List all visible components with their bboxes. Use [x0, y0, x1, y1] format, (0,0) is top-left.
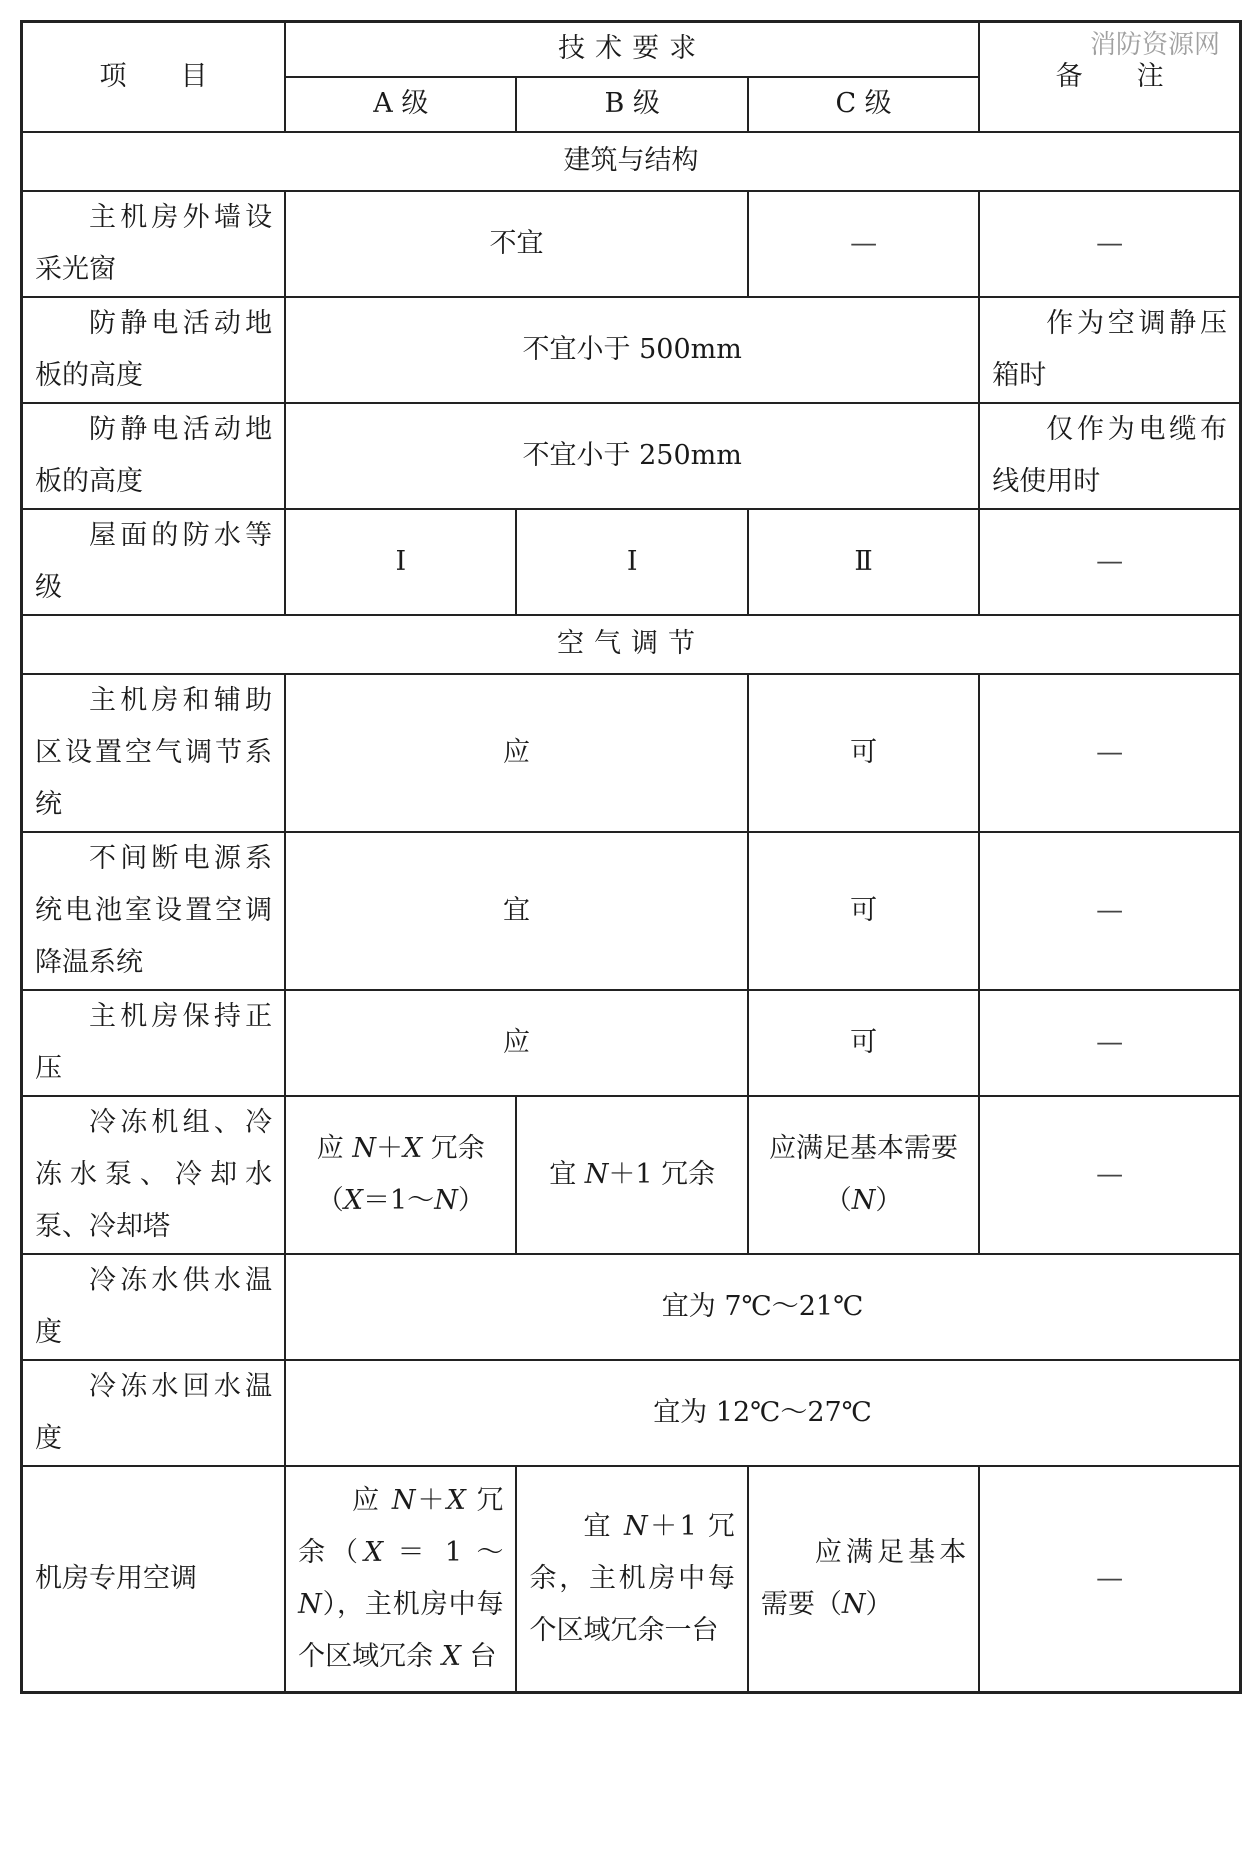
- row-remark: —: [979, 509, 1240, 615]
- row-a-value: Ⅰ: [285, 509, 516, 615]
- table-row: [22, 191, 1241, 297]
- row-remark: 仅作为电缆布线使用时: [979, 403, 1240, 509]
- row-ab-value: 应: [285, 990, 748, 1096]
- row-remark: —: [979, 1466, 1240, 1693]
- header-remark: 备 注: [979, 22, 1240, 132]
- c-n: N: [851, 1184, 876, 1216]
- row-abc-value: 不宜小于 250mm: [285, 403, 979, 509]
- table-row: [22, 1254, 1241, 1360]
- row-item: 机房专用空调: [22, 1466, 286, 1693]
- row-b-value: Ⅰ: [516, 509, 747, 615]
- section-building: 建筑与结构: [22, 132, 1241, 191]
- row-item: 主机房和辅助区设置空气调节系统: [22, 674, 286, 832]
- a-n2: N: [298, 1588, 322, 1620]
- a-x3: X: [441, 1640, 461, 1672]
- a-line2-post: ）: [457, 1184, 485, 1216]
- row-remark: —: [979, 674, 1240, 832]
- row-item: 主机房外墙设采光窗: [22, 191, 286, 297]
- a-line2-x: X: [343, 1184, 363, 1216]
- table-row: [22, 509, 1241, 615]
- row-item: 冷冻机组、冷冻水泵、冷却水泵、冷却塔: [22, 1096, 286, 1254]
- a-pre: 应: [316, 1132, 353, 1164]
- row-c-value: [748, 1096, 979, 1254]
- b-pre: 宜: [583, 1510, 625, 1542]
- table-row: [22, 297, 1241, 403]
- a-n: N: [352, 1132, 376, 1164]
- table-row: [22, 674, 1241, 832]
- row-item: 防静电活动地板的高度: [22, 297, 286, 403]
- a-mid: ＋: [375, 1132, 403, 1164]
- header-tech-requirements: 技术要求: [285, 22, 979, 77]
- row-ab-value: 宜: [285, 832, 748, 990]
- row-item: 不间断电源系统电池室设置空调降温系统: [22, 832, 286, 990]
- row-c-value: Ⅱ: [748, 509, 979, 615]
- row-remark: —: [979, 990, 1240, 1096]
- row-all-value: 宜为 7℃～21℃: [285, 1254, 1240, 1360]
- row-remark: 作为空调静压箱时: [979, 297, 1240, 403]
- row-b-value: [516, 1096, 747, 1254]
- row-c-value: 可: [748, 832, 979, 990]
- table-row: [22, 832, 1241, 990]
- a-x: X: [446, 1484, 466, 1516]
- row-a-value: [285, 1096, 516, 1254]
- table-row: [22, 403, 1241, 509]
- a-x: X: [402, 1132, 423, 1164]
- row-item: 主机房保持正压: [22, 990, 286, 1096]
- row-c-value: 可: [748, 990, 979, 1096]
- c-pre: 应满足基本需要（: [769, 1132, 959, 1216]
- a-t1: 冗余（: [298, 1484, 504, 1568]
- row-item: 冷冻水供水温度: [22, 1254, 286, 1360]
- a-post: 冗余: [422, 1132, 485, 1164]
- a-mid: ＋: [415, 1484, 447, 1516]
- row-remark: —: [979, 1096, 1240, 1254]
- c-n: N: [841, 1588, 866, 1620]
- b-post: ＋1 冗余: [608, 1158, 716, 1190]
- row-b-value: [516, 1466, 747, 1693]
- b-n: N: [624, 1510, 648, 1542]
- row-remark: —: [979, 832, 1240, 990]
- row-abc-value: 不宜小于 500mm: [285, 297, 979, 403]
- requirements-table: [20, 20, 1242, 1694]
- row-all-value: 宜为 12℃～27℃: [285, 1360, 1240, 1466]
- section-air-conditioning: 空气调节: [22, 615, 1241, 674]
- a-n: N: [391, 1484, 416, 1516]
- row-ab-value: 不宜: [285, 191, 748, 297]
- a-x2: X: [363, 1536, 384, 1568]
- b-pre: 宜: [549, 1158, 585, 1190]
- table-row: [22, 990, 1241, 1096]
- row-c-value: [748, 1466, 979, 1693]
- a-line2-n: N: [434, 1184, 458, 1216]
- table-row: [22, 1096, 1241, 1254]
- row-item: 防静电活动地板的高度: [22, 403, 286, 509]
- b-n: N: [584, 1158, 609, 1190]
- c-post: ）: [875, 1184, 903, 1216]
- header-grade-c: C 级: [748, 77, 979, 132]
- watermark: 消防资源网: [1089, 30, 1220, 60]
- a-t4: 台: [460, 1640, 497, 1672]
- row-c-value: 可: [748, 674, 979, 832]
- row-remark: —: [979, 191, 1240, 297]
- a-t3: ），主机房中每个区域冗余: [298, 1588, 504, 1672]
- header-grade-a: A 级: [285, 77, 516, 132]
- header-grade-b: B 级: [516, 77, 747, 132]
- a-line2-pre: （: [316, 1184, 344, 1216]
- c-pre: 应满足基本需要（: [760, 1536, 967, 1620]
- table-row: [22, 1360, 1241, 1466]
- a-t2: ＝ 1 ～: [383, 1536, 504, 1568]
- a-line2-mid: ＝1～: [363, 1184, 435, 1216]
- row-c-value: —: [748, 191, 979, 297]
- row-ab-value: 应: [285, 674, 748, 832]
- header-item: 项 目: [22, 22, 286, 132]
- b-post: ＋1 冗余，主机房中每个区域冗余一台: [529, 1510, 735, 1646]
- row-item: 冷冻水回水温度: [22, 1360, 286, 1466]
- row-item: 屋面的防水等级: [22, 509, 286, 615]
- a-pre: 应: [352, 1484, 392, 1516]
- row-a-value: [285, 1466, 516, 1693]
- c-post: ）: [865, 1588, 893, 1620]
- table-row: [22, 1466, 1241, 1693]
